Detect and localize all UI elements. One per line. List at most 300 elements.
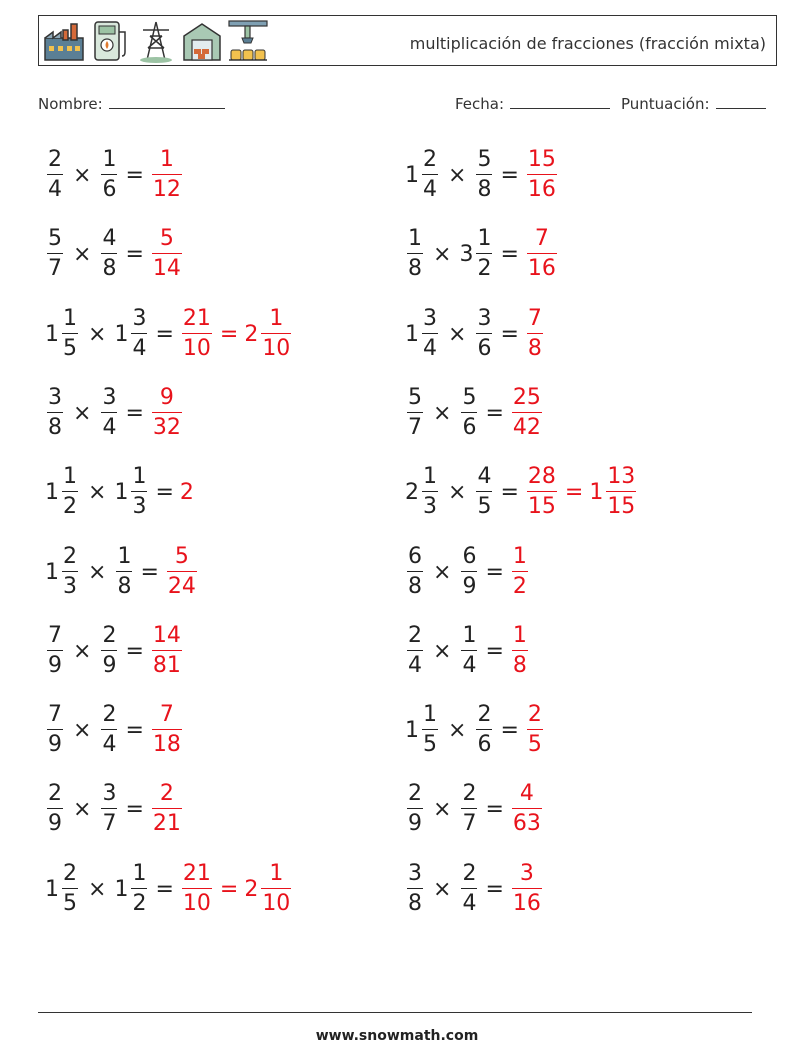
fraction bbox=[101, 625, 117, 677]
numerator: 1 bbox=[63, 306, 77, 331]
whole-number: 2 bbox=[244, 876, 259, 902]
equals-sign: = bbox=[125, 717, 144, 743]
answer-fraction bbox=[150, 149, 184, 201]
denominator: 8 bbox=[116, 571, 132, 598]
equals-sign: = bbox=[500, 162, 519, 188]
fraction bbox=[407, 228, 423, 280]
name-label: Nombre: bbox=[38, 95, 103, 113]
times-sign: × bbox=[73, 241, 92, 267]
answer-fraction bbox=[525, 228, 559, 280]
answer bbox=[180, 308, 293, 360]
answer-fraction bbox=[510, 387, 544, 439]
numerator: 25 bbox=[512, 385, 541, 410]
problem-item bbox=[405, 774, 544, 844]
numerator: 3 bbox=[102, 385, 117, 410]
first-factor bbox=[45, 704, 65, 756]
answer-fraction bbox=[510, 783, 544, 835]
denominator: 4 bbox=[101, 729, 117, 756]
date-label: Fecha: bbox=[455, 95, 505, 113]
second-factor bbox=[459, 625, 479, 677]
numerator: 6 bbox=[462, 544, 477, 569]
times-sign: × bbox=[448, 321, 467, 347]
numerator: 3 bbox=[408, 861, 422, 886]
denominator: 4 bbox=[422, 174, 438, 201]
fraction bbox=[476, 228, 492, 280]
numerator: 2 bbox=[462, 861, 477, 886]
numerator: 2 bbox=[48, 147, 62, 172]
numerator: 15 bbox=[527, 147, 556, 172]
answer-whole: 2 bbox=[179, 479, 194, 505]
score-label: Puntuación: bbox=[621, 95, 710, 113]
denominator: 5 bbox=[62, 888, 78, 915]
denominator: 10 bbox=[182, 333, 212, 360]
fraction bbox=[461, 387, 477, 439]
second-factor bbox=[99, 387, 119, 439]
answer bbox=[510, 863, 544, 915]
fraction bbox=[182, 863, 212, 915]
numerator: 1 bbox=[423, 464, 437, 489]
fraction bbox=[407, 863, 423, 915]
whole-number: 1 bbox=[405, 162, 419, 188]
whole-number: 1 bbox=[405, 321, 419, 347]
equals-sign: = bbox=[500, 241, 519, 267]
fraction bbox=[407, 783, 423, 835]
robotic-arm-icon bbox=[227, 18, 269, 64]
problem-item bbox=[405, 537, 530, 607]
first-factor bbox=[405, 466, 440, 518]
second-factor bbox=[114, 863, 149, 915]
score-blank[interactable] bbox=[716, 94, 766, 109]
answer bbox=[525, 149, 559, 201]
numerator: 1 bbox=[477, 226, 492, 251]
second-factor bbox=[99, 704, 119, 756]
times-sign: × bbox=[73, 638, 92, 664]
answer bbox=[150, 625, 184, 677]
answer-fraction bbox=[510, 863, 544, 915]
fraction bbox=[152, 149, 182, 201]
fraction bbox=[152, 704, 182, 756]
denominator: 4 bbox=[47, 174, 63, 201]
times-sign: × bbox=[433, 638, 452, 664]
answer bbox=[525, 228, 559, 280]
denominator: 10 bbox=[182, 888, 212, 915]
equals-sign: = bbox=[125, 400, 144, 426]
denominator: 14 bbox=[152, 253, 182, 280]
fraction bbox=[261, 863, 291, 915]
numerator: 1 bbox=[102, 147, 117, 172]
first-factor bbox=[405, 704, 440, 756]
answer-fraction bbox=[150, 704, 184, 756]
fraction bbox=[131, 308, 147, 360]
numerator: 4 bbox=[102, 226, 117, 251]
denominator: 9 bbox=[407, 808, 423, 835]
times-sign: × bbox=[448, 479, 467, 505]
denominator: 2 bbox=[476, 253, 492, 280]
first-factor bbox=[405, 546, 425, 598]
fraction bbox=[62, 546, 78, 598]
times-sign: × bbox=[433, 876, 452, 902]
denominator: 9 bbox=[461, 571, 477, 598]
denominator: 6 bbox=[461, 412, 477, 439]
times-sign: × bbox=[73, 717, 92, 743]
numerator: 2 bbox=[159, 781, 174, 806]
denominator: 5 bbox=[62, 333, 78, 360]
denominator: 4 bbox=[422, 333, 438, 360]
numerator: 3 bbox=[519, 861, 534, 886]
fraction bbox=[182, 308, 212, 360]
numerator: 1 bbox=[63, 464, 77, 489]
denominator: 6 bbox=[476, 333, 492, 360]
denominator: 2 bbox=[512, 571, 528, 598]
fraction bbox=[512, 387, 542, 439]
whole-number: 1 bbox=[114, 321, 129, 347]
times-sign: × bbox=[88, 479, 107, 505]
first-factor bbox=[45, 863, 80, 915]
whole-number: 1 bbox=[45, 559, 59, 585]
fraction bbox=[152, 228, 182, 280]
date-field bbox=[455, 94, 610, 113]
equals-sign: = bbox=[155, 876, 174, 902]
first-factor bbox=[405, 228, 425, 280]
denominator: 8 bbox=[407, 571, 423, 598]
denominator: 81 bbox=[152, 650, 182, 677]
whole-number: 2 bbox=[405, 479, 419, 505]
fraction bbox=[476, 149, 492, 201]
whole-number: 1 bbox=[589, 479, 604, 505]
date-blank[interactable] bbox=[510, 94, 610, 109]
fraction bbox=[476, 704, 492, 756]
denominator: 10 bbox=[261, 333, 291, 360]
denominator: 4 bbox=[101, 412, 117, 439]
first-factor bbox=[405, 308, 440, 360]
second-factor bbox=[474, 466, 494, 518]
denominator: 8 bbox=[407, 253, 423, 280]
times-sign: × bbox=[433, 400, 452, 426]
answer-fraction bbox=[525, 308, 545, 360]
fraction bbox=[101, 783, 117, 835]
second-factor bbox=[459, 546, 479, 598]
answer-mixed-number bbox=[244, 863, 293, 915]
numerator: 2 bbox=[48, 781, 62, 806]
problem-item bbox=[45, 695, 184, 765]
answer bbox=[510, 625, 530, 677]
denominator: 16 bbox=[527, 253, 557, 280]
first-factor bbox=[405, 863, 425, 915]
second-factor bbox=[114, 466, 149, 518]
equals-sign: = bbox=[485, 638, 504, 664]
fraction bbox=[422, 704, 438, 756]
second-factor bbox=[474, 704, 494, 756]
answer-fraction bbox=[180, 863, 214, 915]
problem-item bbox=[405, 854, 544, 924]
numerator: 4 bbox=[477, 464, 492, 489]
problem-item bbox=[405, 695, 545, 765]
name-field bbox=[38, 94, 225, 113]
problem-item bbox=[45, 854, 293, 924]
numerator: 2 bbox=[63, 861, 77, 886]
second-factor bbox=[474, 149, 494, 201]
equals-sign: = bbox=[125, 796, 144, 822]
denominator: 4 bbox=[461, 888, 477, 915]
denominator: 8 bbox=[407, 888, 423, 915]
denominator: 8 bbox=[101, 253, 117, 280]
denominator: 32 bbox=[152, 412, 182, 439]
fraction bbox=[47, 149, 63, 201]
numerator: 5 bbox=[462, 385, 477, 410]
fraction bbox=[461, 783, 477, 835]
first-factor bbox=[45, 783, 65, 835]
denominator: 3 bbox=[422, 491, 438, 518]
denominator: 3 bbox=[62, 571, 78, 598]
problem-item bbox=[405, 299, 545, 369]
denominator: 2 bbox=[62, 491, 78, 518]
gas-pump-icon bbox=[89, 18, 131, 64]
first-factor bbox=[405, 149, 440, 201]
denominator: 9 bbox=[47, 650, 63, 677]
answer-equals-sign: = bbox=[219, 321, 239, 347]
answer bbox=[525, 704, 545, 756]
equals-sign: = bbox=[140, 559, 159, 585]
first-factor bbox=[45, 308, 80, 360]
answer bbox=[180, 480, 194, 505]
numerator: 14 bbox=[152, 623, 181, 648]
numerator: 6 bbox=[408, 544, 422, 569]
answer-fraction bbox=[525, 149, 559, 201]
denominator: 15 bbox=[606, 491, 636, 518]
whole-number: 1 bbox=[45, 321, 59, 347]
denominator: 8 bbox=[527, 333, 543, 360]
numerator: 1 bbox=[132, 464, 147, 489]
denominator: 5 bbox=[422, 729, 438, 756]
numerator: 1 bbox=[269, 861, 284, 886]
answer bbox=[150, 387, 184, 439]
second-factor bbox=[459, 863, 479, 915]
answer-mixed-number bbox=[244, 308, 293, 360]
times-sign: × bbox=[448, 162, 467, 188]
footer-divider bbox=[38, 1012, 752, 1013]
first-factor bbox=[45, 228, 65, 280]
numerator: 5 bbox=[174, 544, 189, 569]
numerator: 5 bbox=[477, 147, 492, 172]
header-icons bbox=[43, 18, 269, 64]
equals-sign: = bbox=[500, 479, 519, 505]
answer-fraction bbox=[150, 387, 184, 439]
fraction bbox=[152, 783, 182, 835]
name-blank[interactable] bbox=[109, 94, 225, 109]
numerator: 21 bbox=[182, 861, 211, 886]
numerator: 2 bbox=[102, 623, 117, 648]
fraction bbox=[101, 149, 117, 201]
answer bbox=[165, 546, 199, 598]
whole-number: 1 bbox=[45, 876, 59, 902]
fraction bbox=[512, 783, 542, 835]
second-factor bbox=[459, 228, 494, 280]
times-sign: × bbox=[88, 876, 107, 902]
numerator: 2 bbox=[477, 702, 492, 727]
whole-number: 1 bbox=[114, 479, 129, 505]
whole-number: 1 bbox=[405, 717, 419, 743]
numerator: 1 bbox=[462, 623, 477, 648]
times-sign: × bbox=[88, 321, 107, 347]
answer-equals-sign: = bbox=[564, 479, 584, 505]
numerator: 1 bbox=[512, 623, 527, 648]
answer-fraction bbox=[510, 625, 530, 677]
denominator: 4 bbox=[407, 650, 423, 677]
numerator: 5 bbox=[159, 226, 174, 251]
first-factor bbox=[45, 466, 80, 518]
times-sign: × bbox=[448, 717, 467, 743]
fraction bbox=[527, 308, 543, 360]
denominator: 3 bbox=[131, 491, 147, 518]
first-factor bbox=[405, 387, 425, 439]
problem-item bbox=[405, 457, 638, 527]
fraction bbox=[167, 546, 197, 598]
denominator: 15 bbox=[527, 491, 557, 518]
answer bbox=[150, 149, 184, 201]
answer-fraction bbox=[165, 546, 199, 598]
score-field bbox=[621, 94, 766, 113]
problem-item bbox=[45, 299, 293, 369]
numerator: 7 bbox=[527, 306, 542, 331]
fraction bbox=[101, 387, 117, 439]
denominator: 9 bbox=[47, 808, 63, 835]
denominator: 10 bbox=[261, 888, 291, 915]
numerator: 2 bbox=[527, 702, 542, 727]
fraction bbox=[527, 149, 557, 201]
denominator: 6 bbox=[476, 729, 492, 756]
answer bbox=[525, 466, 638, 518]
fraction bbox=[512, 546, 528, 598]
fraction bbox=[101, 704, 117, 756]
numerator: 2 bbox=[423, 147, 437, 172]
fraction bbox=[422, 308, 438, 360]
denominator: 7 bbox=[47, 253, 63, 280]
answer-fraction bbox=[150, 228, 184, 280]
fraction bbox=[47, 783, 63, 835]
first-factor bbox=[405, 625, 425, 677]
fraction bbox=[476, 308, 492, 360]
denominator: 9 bbox=[101, 650, 117, 677]
times-sign: × bbox=[73, 796, 92, 822]
whole-number: 3 bbox=[459, 241, 474, 267]
answer bbox=[150, 704, 184, 756]
numerator: 1 bbox=[512, 544, 527, 569]
denominator: 21 bbox=[152, 808, 182, 835]
numerator: 2 bbox=[102, 702, 117, 727]
fraction bbox=[527, 704, 543, 756]
fraction bbox=[47, 228, 63, 280]
equals-sign: = bbox=[500, 717, 519, 743]
numerator: 21 bbox=[182, 306, 211, 331]
second-factor bbox=[459, 387, 479, 439]
numerator: 1 bbox=[132, 861, 147, 886]
denominator: 4 bbox=[461, 650, 477, 677]
equals-sign: = bbox=[485, 796, 504, 822]
problem-item bbox=[45, 774, 184, 844]
answer bbox=[510, 783, 544, 835]
denominator: 8 bbox=[512, 650, 528, 677]
first-factor bbox=[45, 387, 65, 439]
fraction bbox=[461, 546, 477, 598]
denominator: 63 bbox=[512, 808, 542, 835]
equals-sign: = bbox=[155, 321, 174, 347]
problem-item bbox=[45, 378, 184, 448]
numerator: 1 bbox=[159, 147, 174, 172]
fraction bbox=[62, 466, 78, 518]
denominator: 5 bbox=[527, 729, 543, 756]
equals-sign: = bbox=[485, 559, 504, 585]
numerator: 7 bbox=[48, 702, 62, 727]
fraction bbox=[152, 625, 182, 677]
second-factor bbox=[99, 149, 119, 201]
fraction bbox=[422, 466, 438, 518]
fraction bbox=[47, 625, 63, 677]
denominator: 9 bbox=[47, 729, 63, 756]
numerator: 2 bbox=[408, 781, 422, 806]
fraction bbox=[527, 466, 557, 518]
fraction bbox=[261, 308, 291, 360]
denominator: 24 bbox=[167, 571, 197, 598]
fraction bbox=[131, 863, 147, 915]
numerator: 9 bbox=[159, 385, 174, 410]
problem-item bbox=[45, 140, 184, 210]
times-sign: × bbox=[73, 162, 92, 188]
fraction bbox=[512, 625, 528, 677]
equals-sign: = bbox=[125, 162, 144, 188]
denominator: 18 bbox=[152, 729, 182, 756]
worksheet-header bbox=[38, 15, 777, 66]
problem-item bbox=[45, 537, 199, 607]
second-factor bbox=[114, 308, 149, 360]
denominator: 8 bbox=[47, 412, 63, 439]
numerator: 5 bbox=[48, 226, 62, 251]
fraction bbox=[527, 228, 557, 280]
numerator: 7 bbox=[534, 226, 549, 251]
answer-fraction bbox=[150, 783, 184, 835]
fraction bbox=[407, 625, 423, 677]
answer-equals-sign: = bbox=[219, 876, 239, 902]
denominator: 12 bbox=[152, 174, 182, 201]
problem-item bbox=[45, 616, 184, 686]
first-factor bbox=[45, 625, 65, 677]
denominator: 8 bbox=[476, 174, 492, 201]
second-factor bbox=[99, 228, 119, 280]
answer-fraction bbox=[525, 466, 559, 518]
second-factor bbox=[99, 625, 119, 677]
denominator: 7 bbox=[101, 808, 117, 835]
numerator: 5 bbox=[408, 385, 422, 410]
fraction bbox=[422, 149, 438, 201]
first-factor bbox=[45, 546, 80, 598]
fraction bbox=[461, 863, 477, 915]
numerator: 2 bbox=[408, 623, 422, 648]
denominator: 6 bbox=[101, 174, 117, 201]
fraction bbox=[131, 466, 147, 518]
problem-item bbox=[405, 219, 559, 289]
problem-item bbox=[405, 140, 559, 210]
times-sign: × bbox=[73, 400, 92, 426]
numerator: 2 bbox=[462, 781, 477, 806]
denominator: 2 bbox=[131, 888, 147, 915]
denominator: 42 bbox=[512, 412, 542, 439]
equals-sign: = bbox=[485, 876, 504, 902]
numerator: 3 bbox=[102, 781, 117, 806]
numerator: 1 bbox=[117, 544, 132, 569]
answer bbox=[180, 863, 293, 915]
fraction bbox=[407, 546, 423, 598]
problem-item bbox=[45, 457, 194, 527]
equals-sign: = bbox=[485, 400, 504, 426]
